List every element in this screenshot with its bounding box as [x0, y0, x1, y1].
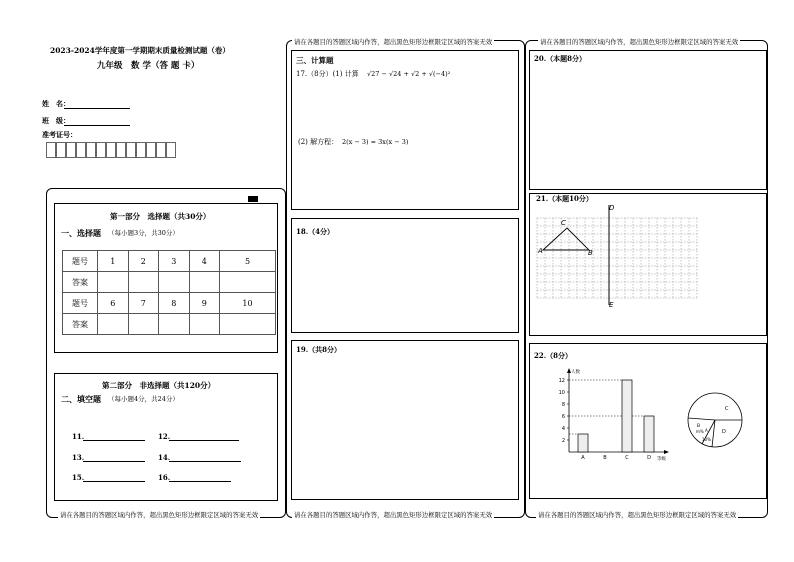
blank-16-field[interactable] — [169, 474, 231, 482]
part2-title: 第二部分 非选择题（共120分） — [102, 381, 216, 390]
q19-box[interactable] — [291, 340, 519, 500]
q17-part1-label: 17.（8分）(1) 计算 — [296, 70, 359, 78]
question-number: 10 — [220, 293, 276, 314]
choice-answer-table — [62, 250, 276, 335]
blank-13-field[interactable] — [83, 454, 145, 462]
row-label: 题号 — [63, 293, 98, 314]
bottom-notice: 请在各题目的答题区域内作答，超出黑色矩形边框限定区域的答案无效 — [294, 511, 493, 519]
category-label: C — [625, 455, 629, 461]
table-row — [63, 272, 276, 293]
y-tick-label: 10 — [558, 389, 565, 396]
pie-label-b: B — [697, 424, 701, 429]
bottom-notice: 请在各题目的答题区域内作答，超出黑色矩形边框限定区域的答案无效 — [60, 511, 259, 519]
question-number: 9 — [189, 293, 220, 314]
q22-label: 22.（8分） — [534, 351, 573, 360]
top-notice: 请在各题目的答题区域内作答，超出黑色矩形边框限定区域的答案无效 — [540, 38, 739, 46]
point-e-label: E — [609, 301, 614, 309]
pie-label-d: D — [722, 429, 726, 435]
name-field[interactable] — [64, 101, 130, 109]
y-tick-label: 8 — [561, 401, 565, 408]
answer-cell[interactable] — [159, 314, 190, 335]
pie-note-m: m% — [696, 429, 704, 434]
x-axis-label: 等级 — [657, 457, 666, 462]
question-number: 6 — [98, 293, 129, 314]
choice-section-title: 一、选择题 — [61, 228, 101, 238]
blank-15-field[interactable] — [83, 474, 145, 482]
q19-label: 19.（共8分） — [296, 345, 342, 354]
question-number: 1 — [98, 251, 129, 272]
q21-grid-figure — [529, 203, 767, 333]
part1-title: 第一部分 选择题（共30分） — [110, 212, 211, 221]
table-row — [63, 314, 276, 335]
point-d-label: D — [609, 204, 615, 212]
bar-C — [622, 380, 632, 452]
answer-cell[interactable] — [189, 272, 220, 293]
row-label: 题号 — [63, 251, 98, 272]
blank-number: 14. — [158, 453, 171, 462]
question-number: 2 — [128, 251, 159, 272]
answer-cell[interactable] — [220, 314, 276, 335]
answer-cell[interactable] — [98, 272, 129, 293]
y-tick-label: 2 — [561, 437, 565, 444]
pie-chart — [688, 393, 742, 447]
answer-sheet-subtitle: 九年级 数 学（答 题 卡） — [97, 61, 200, 71]
x-axis-arrow-icon — [664, 450, 669, 454]
q17-formula: √27 − √24 + √2 + √(−4)² — [367, 70, 451, 78]
category-label: B — [603, 455, 607, 461]
top-notice: 请在各题目的答题区域内作答，超出黑色矩形边框限定区域的答案无效 — [294, 38, 493, 46]
name-label: 姓 名： — [42, 99, 70, 108]
q18-label: 18.（4分） — [296, 227, 335, 236]
question-number: 5 — [220, 251, 276, 272]
pie-label-a: A — [705, 428, 708, 433]
triangle-abc — [543, 228, 589, 250]
answer-cell[interactable] — [220, 272, 276, 293]
answer-cell[interactable] — [98, 314, 129, 335]
pie-label-c: C — [725, 406, 729, 412]
q22-chart — [529, 360, 767, 466]
blank-number: 12. — [158, 432, 171, 441]
bar-A — [578, 434, 588, 452]
question-number: 7 — [128, 293, 159, 314]
class-label: 班 级： — [42, 116, 70, 125]
category-label: A — [581, 455, 585, 461]
q21-label: 21.（本题10分） — [536, 194, 593, 203]
q20-box[interactable] — [529, 50, 767, 190]
question-number: 4 — [189, 251, 220, 272]
y-axis-label: 人数 — [571, 370, 580, 375]
calc-section-title: 三、计算题 — [296, 56, 334, 65]
table-row — [63, 251, 276, 272]
blank-number: 15. — [72, 473, 85, 482]
point-a-label: A — [538, 247, 543, 255]
choice-section-note: （每小题3分，共30分） — [108, 229, 179, 237]
exam-title: 2023-2024学年度第一学期期末质量检测试题（卷） — [50, 46, 230, 55]
answer-cell[interactable] — [159, 272, 190, 293]
point-c-label: C — [561, 219, 566, 227]
category-label: D — [647, 455, 651, 461]
fill-section-title: 二、填空题 — [61, 394, 101, 404]
blank-number: 16. — [158, 473, 171, 482]
pie-note-10: 10% — [702, 437, 711, 442]
row-label: 答案 — [63, 272, 98, 293]
bottom-notice: 请在各题目的答题区域内作答，超出黑色矩形边框限定区域的答案无效 — [538, 511, 737, 519]
registration-mark — [248, 196, 258, 202]
exam-number-label: 准考证号： — [42, 130, 77, 139]
answer-cell[interactable] — [128, 272, 159, 293]
y-tick-label: 12 — [558, 377, 565, 384]
blank-14-field[interactable] — [169, 454, 241, 462]
fill-section-note: （每小题4分，共24分） — [108, 395, 179, 403]
blank-number: 11. — [72, 432, 85, 441]
answer-cell[interactable] — [128, 314, 159, 335]
bar-D — [644, 416, 654, 452]
question-number: 3 — [159, 251, 190, 272]
table-row — [63, 293, 276, 314]
blank-11-field[interactable] — [83, 433, 145, 441]
answer-cell[interactable] — [189, 314, 220, 335]
blank-12-field[interactable] — [169, 433, 239, 441]
q17-equation: 2(x − 3) = 3x(x − 3) — [342, 138, 409, 146]
point-b-label: B — [588, 249, 593, 257]
blank-number: 13. — [72, 453, 85, 462]
y-tick-label: 6 — [561, 413, 565, 420]
q17-part2-label: (2) 解方程： — [298, 138, 339, 146]
q20-label: 20.（本题8分） — [534, 54, 587, 63]
row-label: 答案 — [63, 314, 98, 335]
question-number: 8 — [159, 293, 190, 314]
y-tick-label: 4 — [561, 425, 565, 432]
class-field[interactable] — [64, 118, 130, 126]
